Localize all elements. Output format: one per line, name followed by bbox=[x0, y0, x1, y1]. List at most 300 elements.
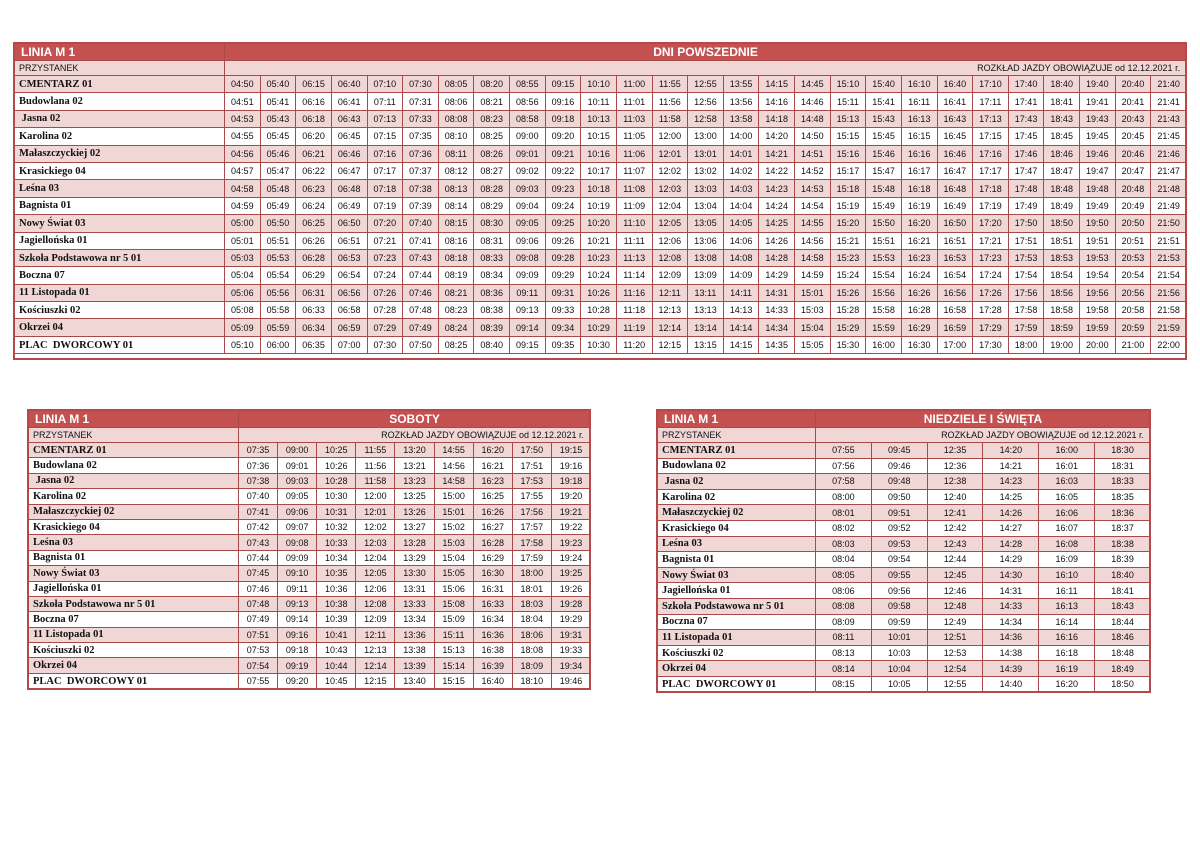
departure-time: 09:15 bbox=[510, 336, 546, 353]
departure-time: 10:15 bbox=[581, 128, 617, 145]
departure-time: 09:29 bbox=[545, 267, 581, 284]
departure-time: 08:08 bbox=[816, 598, 872, 614]
table-row bbox=[658, 474, 1151, 490]
departure-time: 07:20 bbox=[367, 215, 403, 232]
departure-time: 08:00 bbox=[816, 489, 872, 505]
departure-time: 14:39 bbox=[983, 661, 1039, 677]
departure-time: 19:23 bbox=[551, 535, 590, 550]
departure-time: 07:43 bbox=[239, 535, 278, 550]
departure-time: 16:31 bbox=[473, 581, 512, 596]
departure-time: 17:19 bbox=[973, 197, 1009, 214]
stop-name: Nowy Świat 03 bbox=[15, 215, 225, 232]
departure-time: 15:04 bbox=[434, 550, 473, 565]
departure-time: 19:59 bbox=[1080, 319, 1116, 336]
departure-time: 16:28 bbox=[901, 302, 937, 319]
departure-time: 15:02 bbox=[434, 519, 473, 534]
departure-time: 21:49 bbox=[1151, 197, 1187, 214]
departure-time: 06:20 bbox=[296, 128, 332, 145]
departure-time: 18:04 bbox=[512, 612, 551, 627]
departure-time: 08:39 bbox=[474, 319, 510, 336]
departure-time: 14:34 bbox=[983, 614, 1039, 630]
departure-time: 14:25 bbox=[983, 489, 1039, 505]
departure-time: 17:59 bbox=[1008, 319, 1044, 336]
departure-time: 12:08 bbox=[652, 249, 688, 266]
departure-time: 09:00 bbox=[278, 443, 317, 458]
departure-time: 20:41 bbox=[1115, 93, 1151, 110]
departure-time: 09:11 bbox=[510, 284, 546, 301]
table-row bbox=[15, 302, 1187, 319]
departure-time: 11:10 bbox=[616, 215, 652, 232]
departure-time: 16:10 bbox=[901, 76, 937, 93]
departure-time: 05:43 bbox=[260, 110, 296, 127]
departure-time: 12:49 bbox=[927, 614, 983, 630]
departure-time: 07:33 bbox=[403, 110, 439, 127]
stop-name: Bagnista 01 bbox=[15, 197, 225, 214]
departure-time: 08:21 bbox=[438, 284, 474, 301]
departure-time: 19:40 bbox=[1080, 76, 1116, 93]
departure-time: 10:17 bbox=[581, 162, 617, 179]
departure-time: 07:29 bbox=[367, 319, 403, 336]
departure-time: 16:38 bbox=[473, 643, 512, 658]
departure-time: 16:29 bbox=[473, 550, 512, 565]
departure-time: 07:10 bbox=[367, 76, 403, 93]
departure-time: 17:29 bbox=[973, 319, 1009, 336]
departure-time: 15:47 bbox=[866, 162, 902, 179]
departure-time: 17:23 bbox=[973, 249, 1009, 266]
departure-time: 19:21 bbox=[551, 504, 590, 519]
departure-time: 16:24 bbox=[901, 267, 937, 284]
departure-time: 17:53 bbox=[512, 473, 551, 488]
departure-time: 17:56 bbox=[512, 504, 551, 519]
departure-time: 14:01 bbox=[723, 145, 759, 162]
departure-time: 08:40 bbox=[474, 336, 510, 353]
departure-time: 19:18 bbox=[551, 473, 590, 488]
departure-time: 17:40 bbox=[1008, 76, 1044, 93]
departure-time: 15:54 bbox=[866, 267, 902, 284]
departure-time: 07:36 bbox=[403, 145, 439, 162]
departure-time: 18:37 bbox=[1095, 520, 1151, 536]
stop-name: Okrzei 04 bbox=[29, 658, 239, 673]
departure-time: 10:30 bbox=[317, 489, 356, 504]
departure-time: 10:36 bbox=[317, 581, 356, 596]
departure-time: 18:50 bbox=[1095, 676, 1151, 692]
stop-name: Jasna 02 bbox=[15, 110, 225, 127]
table-row bbox=[658, 505, 1151, 521]
departure-time: 06:21 bbox=[296, 145, 332, 162]
departure-time: 11:19 bbox=[616, 319, 652, 336]
departure-time: 16:18 bbox=[901, 180, 937, 197]
departure-time: 08:09 bbox=[816, 614, 872, 630]
departure-time: 14:30 bbox=[983, 567, 1039, 583]
departure-time: 21:48 bbox=[1151, 180, 1187, 197]
departure-time: 18:51 bbox=[1044, 232, 1080, 249]
departure-time: 13:29 bbox=[395, 550, 434, 565]
table-row bbox=[15, 267, 1187, 284]
departure-time: 13:00 bbox=[688, 128, 724, 145]
departure-time: 15:48 bbox=[866, 180, 902, 197]
departure-time: 13:30 bbox=[395, 566, 434, 581]
departure-time: 16:14 bbox=[1039, 614, 1095, 630]
departure-time: 08:28 bbox=[474, 180, 510, 197]
departure-time: 08:13 bbox=[438, 180, 474, 197]
departure-time: 10:16 bbox=[581, 145, 617, 162]
stop-name: Krasickiego 04 bbox=[15, 162, 225, 179]
departure-time: 08:30 bbox=[474, 215, 510, 232]
departure-time: 10:31 bbox=[317, 504, 356, 519]
departure-time: 16:53 bbox=[937, 249, 973, 266]
departure-time: 13:56 bbox=[723, 93, 759, 110]
departure-time: 07:35 bbox=[403, 128, 439, 145]
departure-time: 10:01 bbox=[871, 630, 927, 646]
departure-time: 17:21 bbox=[973, 232, 1009, 249]
departure-time: 11:16 bbox=[616, 284, 652, 301]
departure-time: 13:36 bbox=[395, 627, 434, 642]
departure-time: 10:18 bbox=[581, 180, 617, 197]
departure-time: 09:35 bbox=[545, 336, 581, 353]
departure-time: 17:47 bbox=[1008, 162, 1044, 179]
departure-time: 07:16 bbox=[367, 145, 403, 162]
departure-time: 07:41 bbox=[403, 232, 439, 249]
departure-time: 16:41 bbox=[937, 93, 973, 110]
table-row bbox=[658, 489, 1151, 505]
departure-time: 08:02 bbox=[816, 520, 872, 536]
departure-time: 16:56 bbox=[937, 284, 973, 301]
departure-time: 21:51 bbox=[1151, 232, 1187, 249]
departure-time: 05:53 bbox=[260, 249, 296, 266]
departure-time: 07:48 bbox=[403, 302, 439, 319]
departure-time: 13:34 bbox=[395, 612, 434, 627]
departure-time: 09:20 bbox=[545, 128, 581, 145]
departure-time: 07:30 bbox=[403, 76, 439, 93]
departure-time: 10:41 bbox=[317, 627, 356, 642]
departure-time: 12:45 bbox=[927, 567, 983, 583]
departure-time: 20:51 bbox=[1115, 232, 1151, 249]
departure-time: 12:11 bbox=[356, 627, 395, 642]
departure-time: 09:20 bbox=[278, 673, 317, 688]
table-row bbox=[658, 536, 1151, 552]
departure-time: 15:00 bbox=[434, 489, 473, 504]
departure-time: 19:00 bbox=[1044, 336, 1080, 353]
departure-time: 15:03 bbox=[434, 535, 473, 550]
table-row bbox=[29, 550, 591, 565]
departure-time: 07:40 bbox=[403, 215, 439, 232]
departure-time: 16:05 bbox=[1039, 489, 1095, 505]
departure-time: 17:58 bbox=[1008, 302, 1044, 319]
departure-time: 19:56 bbox=[1080, 284, 1116, 301]
departure-time: 14:09 bbox=[723, 267, 759, 284]
departure-time: 07:53 bbox=[239, 643, 278, 658]
departure-time: 07:36 bbox=[239, 458, 278, 473]
departure-time: 13:58 bbox=[723, 110, 759, 127]
departure-time: 09:34 bbox=[545, 319, 581, 336]
departure-time: 19:46 bbox=[1080, 145, 1116, 162]
departure-time: 13:23 bbox=[395, 473, 434, 488]
departure-time: 18:00 bbox=[512, 566, 551, 581]
departure-time: 16:49 bbox=[937, 197, 973, 214]
departure-time: 19:51 bbox=[1080, 232, 1116, 249]
departure-time: 09:24 bbox=[545, 197, 581, 214]
departure-time: 14:36 bbox=[983, 630, 1039, 646]
departure-time: 07:13 bbox=[367, 110, 403, 127]
departure-time: 17:43 bbox=[1008, 110, 1044, 127]
departure-time: 10:04 bbox=[871, 661, 927, 677]
departure-time: 09:02 bbox=[510, 162, 546, 179]
departure-time: 18:41 bbox=[1044, 93, 1080, 110]
departure-time: 06:51 bbox=[331, 232, 367, 249]
departure-time: 10:25 bbox=[317, 443, 356, 458]
table-row bbox=[15, 215, 1187, 232]
departure-time: 12:15 bbox=[356, 673, 395, 688]
departure-time: 20:53 bbox=[1115, 249, 1151, 266]
timetable-header bbox=[15, 44, 1187, 61]
departure-time: 21:58 bbox=[1151, 302, 1187, 319]
departure-time: 15:15 bbox=[434, 673, 473, 688]
departure-time: 12:06 bbox=[356, 581, 395, 596]
departure-time: 16:16 bbox=[901, 145, 937, 162]
departure-time: 16:09 bbox=[1039, 552, 1095, 568]
departure-time: 14:03 bbox=[723, 180, 759, 197]
departure-time: 16:01 bbox=[1039, 458, 1095, 474]
departure-time: 06:33 bbox=[296, 302, 332, 319]
departure-time: 21:59 bbox=[1151, 319, 1187, 336]
departure-time: 19:41 bbox=[1080, 93, 1116, 110]
departure-time: 08:06 bbox=[816, 583, 872, 599]
departure-time: 14:15 bbox=[723, 336, 759, 353]
departure-time: 06:40 bbox=[331, 76, 367, 93]
stop-name: Małaszczyckiej 02 bbox=[15, 145, 225, 162]
table-row bbox=[29, 643, 591, 658]
departure-time: 19:24 bbox=[551, 550, 590, 565]
stop-name: PLAC DWORCOWY 01 bbox=[658, 676, 816, 692]
timetable-header bbox=[658, 411, 1151, 428]
departure-time: 07:21 bbox=[367, 232, 403, 249]
departure-time: 15:26 bbox=[830, 284, 866, 301]
departure-time: 06:23 bbox=[296, 180, 332, 197]
departure-time: 20:43 bbox=[1115, 110, 1151, 127]
departure-time: 18:58 bbox=[1044, 302, 1080, 319]
departure-time: 20:58 bbox=[1115, 302, 1151, 319]
departure-time: 09:21 bbox=[545, 145, 581, 162]
departure-time: 07:15 bbox=[367, 128, 403, 145]
departure-time: 18:49 bbox=[1044, 197, 1080, 214]
departure-time: 11:14 bbox=[616, 267, 652, 284]
departure-time: 08:18 bbox=[438, 249, 474, 266]
stop-name: Budowlana 02 bbox=[15, 93, 225, 110]
departure-time: 20:50 bbox=[1115, 215, 1151, 232]
table-row bbox=[29, 596, 591, 611]
table-row bbox=[658, 598, 1151, 614]
departure-time: 15:05 bbox=[434, 566, 473, 581]
departure-time: 14:08 bbox=[723, 249, 759, 266]
departure-time: 16:20 bbox=[901, 215, 937, 232]
departure-time: 09:46 bbox=[871, 458, 927, 474]
departure-time: 08:12 bbox=[438, 162, 474, 179]
departure-time: 16:25 bbox=[473, 489, 512, 504]
departure-time: 14:05 bbox=[723, 215, 759, 232]
departure-time: 20:40 bbox=[1115, 76, 1151, 93]
stop-column-header: PRZYSTANEK bbox=[658, 428, 816, 443]
departure-time: 08:14 bbox=[816, 661, 872, 677]
line-name: LINIA M 1 bbox=[658, 411, 816, 428]
departure-time: 15:46 bbox=[866, 145, 902, 162]
departure-time: 05:54 bbox=[260, 267, 296, 284]
departure-time: 15:45 bbox=[866, 128, 902, 145]
departure-time: 07:00 bbox=[331, 336, 367, 353]
departure-time: 15:43 bbox=[866, 110, 902, 127]
departure-time: 14:27 bbox=[983, 520, 1039, 536]
departure-time: 19:15 bbox=[551, 443, 590, 458]
table-row bbox=[658, 520, 1151, 536]
stop-name: Krasickiego 04 bbox=[658, 520, 816, 536]
departure-time: 17:45 bbox=[1008, 128, 1044, 145]
departure-time: 16:23 bbox=[473, 473, 512, 488]
departure-time: 17:26 bbox=[973, 284, 1009, 301]
departure-time: 14:55 bbox=[434, 443, 473, 458]
departure-time: 08:19 bbox=[438, 267, 474, 284]
table-row bbox=[658, 552, 1151, 568]
departure-time: 19:50 bbox=[1080, 215, 1116, 232]
departure-time: 08:11 bbox=[438, 145, 474, 162]
departure-time: 08:01 bbox=[816, 505, 872, 521]
stop-name: Leśna 03 bbox=[15, 180, 225, 197]
stop-name: Leśna 03 bbox=[29, 535, 239, 550]
table-row bbox=[29, 627, 591, 642]
departure-time: 09:52 bbox=[871, 520, 927, 536]
stop-name: Jasna 02 bbox=[658, 474, 816, 490]
departure-time: 05:48 bbox=[260, 180, 296, 197]
departure-time: 06:43 bbox=[331, 110, 367, 127]
departure-time: 20:59 bbox=[1115, 319, 1151, 336]
departure-time: 18:01 bbox=[512, 581, 551, 596]
departure-time: 14:54 bbox=[795, 197, 831, 214]
departure-time: 16:00 bbox=[1039, 443, 1095, 459]
departure-time: 09:55 bbox=[871, 567, 927, 583]
departure-time: 16:39 bbox=[473, 658, 512, 673]
departure-time: 06:31 bbox=[296, 284, 332, 301]
table-row bbox=[15, 232, 1187, 249]
stop-name: Budowlana 02 bbox=[29, 458, 239, 473]
departure-time: 21:47 bbox=[1151, 162, 1187, 179]
departure-time: 14:46 bbox=[795, 93, 831, 110]
stop-name: 11 Listopada 01 bbox=[658, 630, 816, 646]
departure-time: 18:35 bbox=[1095, 489, 1151, 505]
departure-time: 13:08 bbox=[688, 249, 724, 266]
departure-time: 12:41 bbox=[927, 505, 983, 521]
departure-time: 17:11 bbox=[973, 93, 1009, 110]
departure-time: 12:51 bbox=[927, 630, 983, 646]
departure-time: 16:20 bbox=[1039, 676, 1095, 692]
departure-time: 09:15 bbox=[545, 76, 581, 93]
departure-time: 14:58 bbox=[795, 249, 831, 266]
departure-time: 20:46 bbox=[1115, 145, 1151, 162]
departure-time: 11:07 bbox=[616, 162, 652, 179]
departure-time: 06:00 bbox=[260, 336, 296, 353]
departure-time: 08:27 bbox=[474, 162, 510, 179]
table-row bbox=[15, 145, 1187, 162]
departure-time: 14:56 bbox=[795, 232, 831, 249]
departure-time: 12:42 bbox=[927, 520, 983, 536]
departure-time: 13:06 bbox=[688, 232, 724, 249]
table-row bbox=[29, 673, 591, 688]
departure-time: 09:14 bbox=[510, 319, 546, 336]
departure-time: 09:09 bbox=[278, 550, 317, 565]
table-row bbox=[15, 284, 1187, 301]
departure-time: 17:57 bbox=[512, 519, 551, 534]
departure-time: 08:13 bbox=[816, 645, 872, 661]
departure-time: 18:43 bbox=[1095, 598, 1151, 614]
departure-time: 15:29 bbox=[830, 319, 866, 336]
departure-time: 11:11 bbox=[616, 232, 652, 249]
table-row bbox=[658, 661, 1151, 677]
departure-time: 09:16 bbox=[545, 93, 581, 110]
departure-time: 18:03 bbox=[512, 596, 551, 611]
departure-time: 19:53 bbox=[1080, 249, 1116, 266]
departure-time: 14:31 bbox=[983, 583, 1039, 599]
departure-time: 17:53 bbox=[1008, 249, 1044, 266]
stop-name: Leśna 03 bbox=[658, 536, 816, 552]
stop-name: Małaszczyckiej 02 bbox=[658, 505, 816, 521]
departure-time: 08:36 bbox=[474, 284, 510, 301]
departure-time: 09:58 bbox=[871, 598, 927, 614]
stop-name: Szkoła Podstawowa nr 5 01 bbox=[15, 249, 225, 266]
departure-time: 18:31 bbox=[1095, 458, 1151, 474]
departure-time: 14:20 bbox=[983, 443, 1039, 459]
departure-time: 14:20 bbox=[759, 128, 795, 145]
stop-name: Bagnista 01 bbox=[29, 550, 239, 565]
departure-time: 16:00 bbox=[866, 336, 902, 353]
departure-time: 19:49 bbox=[1080, 197, 1116, 214]
departure-time: 08:23 bbox=[438, 302, 474, 319]
departure-time: 07:49 bbox=[403, 319, 439, 336]
departure-time: 06:16 bbox=[296, 93, 332, 110]
departure-time: 10:19 bbox=[581, 197, 617, 214]
departure-time: 12:55 bbox=[927, 676, 983, 692]
departure-time: 06:25 bbox=[296, 215, 332, 232]
departure-time: 16:26 bbox=[473, 504, 512, 519]
departure-time: 17:56 bbox=[1008, 284, 1044, 301]
departure-time: 15:09 bbox=[434, 612, 473, 627]
departure-time: 19:25 bbox=[551, 566, 590, 581]
departure-time: 14:33 bbox=[759, 302, 795, 319]
departure-time: 08:11 bbox=[816, 630, 872, 646]
departure-time: 05:41 bbox=[260, 93, 296, 110]
departure-time: 20:54 bbox=[1115, 267, 1151, 284]
departure-time: 08:55 bbox=[510, 76, 546, 93]
departure-time: 16:34 bbox=[473, 612, 512, 627]
departure-time: 16:17 bbox=[901, 162, 937, 179]
departure-time: 09:56 bbox=[871, 583, 927, 599]
timetable-subheader bbox=[15, 61, 1187, 76]
departure-time: 09:05 bbox=[510, 215, 546, 232]
departure-time: 12:09 bbox=[356, 612, 395, 627]
departure-time: 11:20 bbox=[616, 336, 652, 353]
stop-name: Boczna 07 bbox=[29, 612, 239, 627]
departure-time: 09:18 bbox=[545, 110, 581, 127]
departure-time: 19:45 bbox=[1080, 128, 1116, 145]
departure-time: 21:50 bbox=[1151, 215, 1187, 232]
departure-time: 06:28 bbox=[296, 249, 332, 266]
departure-time: 08:20 bbox=[474, 76, 510, 93]
departure-time: 09:25 bbox=[545, 215, 581, 232]
departure-time: 16:36 bbox=[473, 627, 512, 642]
departure-time: 08:26 bbox=[474, 145, 510, 162]
departure-time: 08:33 bbox=[474, 249, 510, 266]
departure-time: 12:05 bbox=[652, 215, 688, 232]
departure-time: 11:09 bbox=[616, 197, 652, 214]
departure-time: 09:06 bbox=[510, 232, 546, 249]
departure-time: 17:18 bbox=[973, 180, 1009, 197]
departure-time: 21:53 bbox=[1151, 249, 1187, 266]
